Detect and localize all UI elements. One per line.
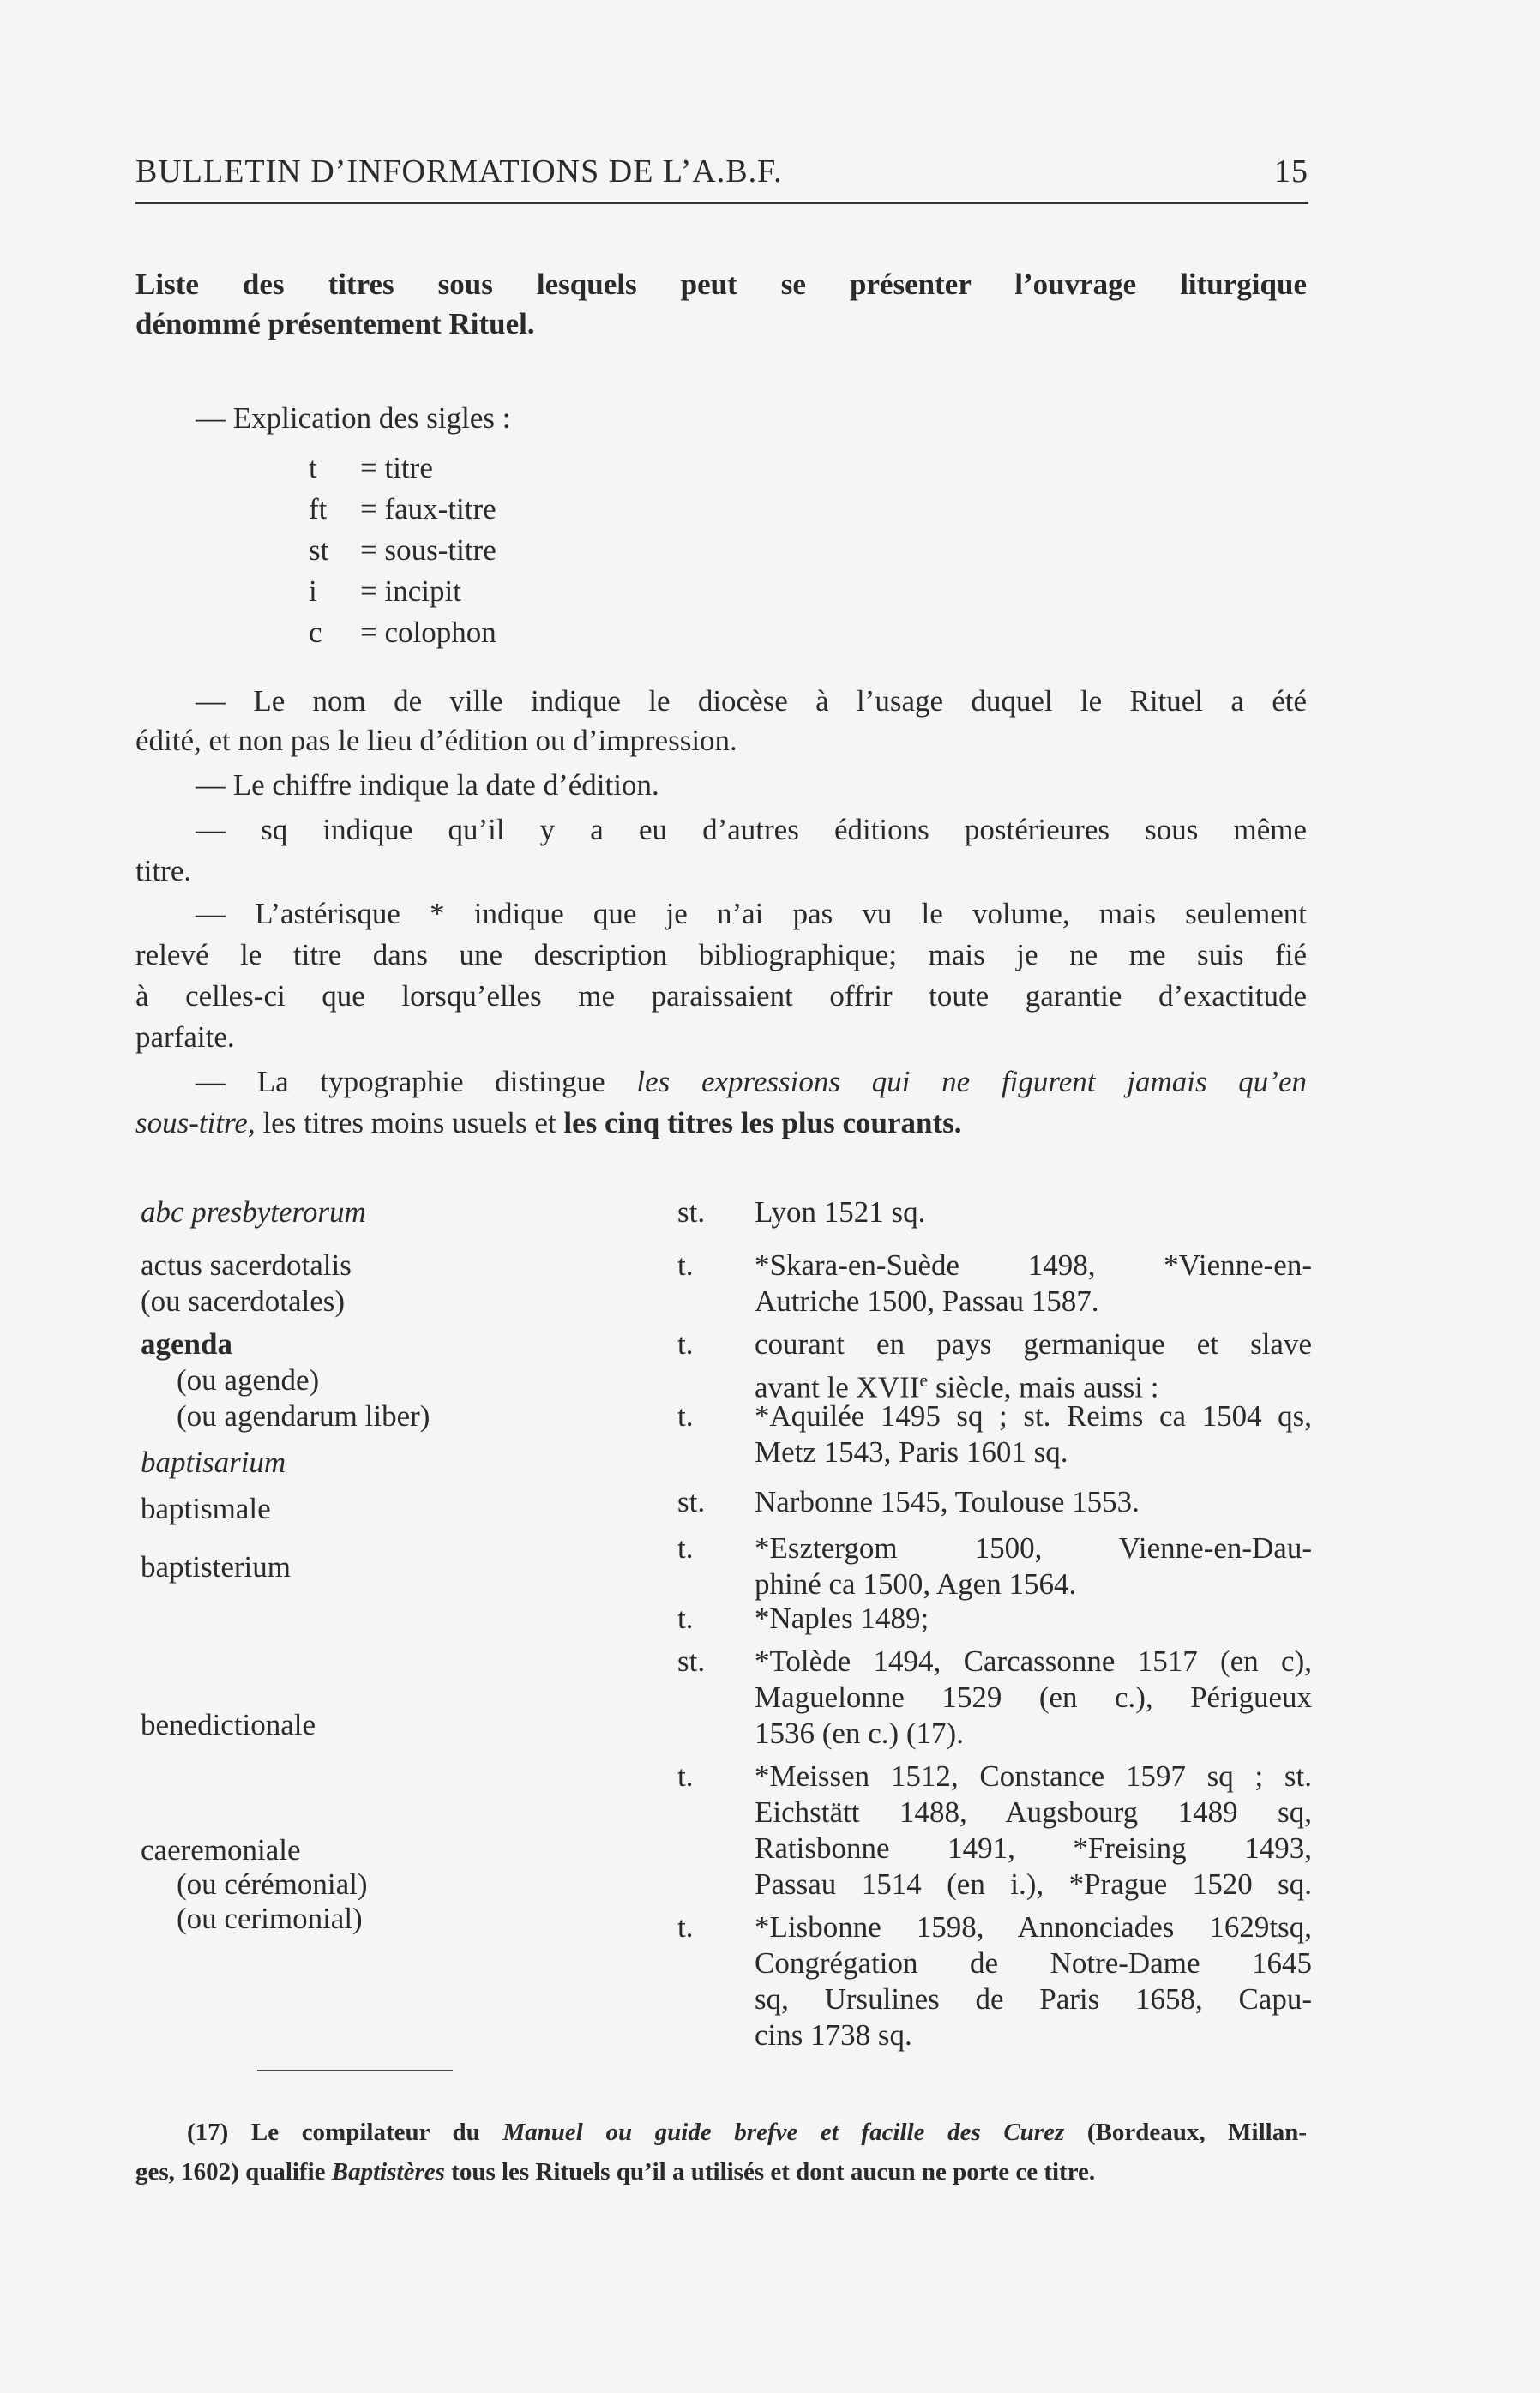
italic-run: sous-titre,: [135, 1106, 256, 1139]
paragraph-typographie-cont: [135, 1104, 961, 1142]
sigle-abbr: ft: [309, 492, 328, 526]
sigle-abbr: st: [309, 533, 329, 567]
italic-run: Baptistères: [331, 2158, 445, 2186]
paragraph-asterisque: — L’astérisque * indique que je n’ai pas vu le volume, mais seulement: [196, 897, 1307, 930]
entry-term: agenda: [141, 1327, 232, 1361]
text-run: ges, 1602) qualifie: [135, 2158, 332, 2186]
footnote-line-1: [187, 2114, 1307, 2150]
superscript: e: [919, 1369, 929, 1391]
entry-term-variant: (ou sacerdotales): [141, 1284, 346, 1318]
sigle-meaning: = titre: [360, 451, 433, 484]
sigle-abbr: t: [309, 451, 317, 484]
page-number: 15: [1274, 153, 1308, 189]
entry-term-variant: (ou cérémonial): [177, 1867, 368, 1901]
text-run: (Bordeaux, Millan-: [1064, 2119, 1307, 2146]
entry-term: baptisterium: [141, 1550, 291, 1584]
entry-note: Congrégation de Notre-Dame 1645: [755, 1946, 1312, 1980]
sigle-meaning: = incipit: [360, 574, 461, 608]
entry-note: *Skara-en-Suède 1498, *Vienne-en-: [755, 1248, 1312, 1282]
entry-type: t.: [677, 1602, 694, 1635]
entry-note: Eichstätt 1488, Augsbourg 1489 sq,: [755, 1795, 1312, 1829]
paragraph-chiffre: — Le chiffre indique la date d’édition.: [196, 768, 659, 802]
text-run: avant le XVII: [755, 1370, 920, 1404]
bold-run: les cinq titres les plus courants.: [563, 1106, 962, 1139]
sigle-meaning: = sous-titre: [360, 533, 496, 567]
entry-note: *Aquilée 1495 sq ; st. Reims ca 1504 qs,: [755, 1399, 1312, 1433]
entry-type: t.: [677, 1327, 694, 1361]
italic-run: les expressions qui ne figurent jamais qu’en: [636, 1065, 1307, 1098]
entry-type: t.: [677, 1910, 694, 1944]
footnote-rule: [257, 2070, 453, 2071]
entry-note: *Naples 1489;: [755, 1602, 929, 1635]
entry-note: Passau 1514 (en i.), *Prague 1520 sq.: [755, 1867, 1312, 1901]
entry-term: benedictionale: [141, 1708, 316, 1741]
entry-note: Autriche 1500, Passau 1587.: [755, 1284, 1099, 1318]
entry-note: Metz 1543, Paris 1601 sq.: [755, 1435, 1068, 1469]
entry-note: Lyon 1521 sq.: [755, 1195, 926, 1229]
italic-run: Manuel ou guide brefve et facille des Curez: [502, 2119, 1065, 2146]
entry-note: 1536 (en c.) (17).: [755, 1717, 964, 1750]
sigles-intro: — Explication des sigles :: [196, 401, 511, 435]
entry-type: t.: [677, 1759, 694, 1793]
running-header: [135, 153, 1308, 204]
entry-note: *Tolède 1494, Carcassonne 1517 (en c),: [755, 1644, 1312, 1678]
paragraph-ville-cont: édité, et non pas le lieu d’édition ou d’impression.: [135, 724, 737, 757]
entry-note: *Esztergom 1500, Vienne-en-Dau-: [755, 1531, 1312, 1565]
entry-term-variant: (ou agendarum liber): [177, 1399, 430, 1433]
entry-note: *Meissen 1512, Constance 1597 sq ; st.: [755, 1759, 1312, 1793]
text-run: les titres moins usuels et: [255, 1106, 564, 1139]
entry-note: Maguelonne 1529 (en c.), Périgueux: [755, 1681, 1312, 1714]
paragraph-sq: — sq indique qu’il y a eu d’autres éditions postérieures sous même: [196, 813, 1307, 846]
paragraph-ville: — Le nom de ville indique le diocèse à l’usage duquel le Rituel a été: [196, 684, 1307, 718]
entry-note: cins 1738 sq.: [755, 2018, 912, 2052]
text-run: — La typographie distingue: [196, 1065, 637, 1098]
footnote-line-2: [135, 2154, 1307, 2190]
list-heading-line-2: dénommé présentement Rituel.: [135, 307, 535, 340]
entry-term-variant: (ou cerimonial): [177, 1902, 363, 1935]
text-run: (17) Le compilateur du: [187, 2119, 503, 2146]
entry-note: Ratisbonne 1491, *Freising 1493,: [755, 1831, 1312, 1865]
entry-term: actus sacerdotalis: [141, 1248, 352, 1282]
entry-type: t.: [677, 1399, 694, 1433]
entry-note: *Lisbonne 1598, Annonciades 1629tsq,: [755, 1910, 1312, 1944]
entry-term: baptismale: [141, 1492, 271, 1525]
list-heading-line-1: Liste des titres sous lesquels peut se présenter l’ouvrage liturgique: [135, 268, 1307, 301]
entry-term: caeremoniale: [141, 1833, 301, 1867]
paragraph-sq-cont: titre.: [135, 854, 192, 887]
entry-type: st.: [677, 1485, 706, 1518]
entry-note: courant en pays germanique et slave: [755, 1327, 1312, 1361]
entry-type: st.: [677, 1195, 706, 1229]
sigle-abbr: c: [309, 616, 322, 649]
sigle-meaning: = faux-titre: [360, 492, 496, 526]
sigle-abbr: i: [309, 574, 317, 608]
paragraph-asterisque-cont: à celles-ci que lorsqu’elles me paraissaient offrir toute garantie d’exactitude: [135, 979, 1307, 1013]
sigle-meaning: = colophon: [360, 616, 496, 649]
entry-term: abc presbyterorum: [141, 1195, 366, 1229]
entry-type: t.: [677, 1248, 694, 1282]
header-rule: [135, 202, 1308, 204]
entry-type: t.: [677, 1531, 694, 1565]
paragraph-asterisque-cont: parfaite.: [135, 1020, 235, 1054]
entry-note: phiné ca 1500, Agen 1564.: [755, 1567, 1077, 1601]
entry-note: sq, Ursulines de Paris 1658, Capu-: [755, 1982, 1312, 2016]
entry-note: Narbonne 1545, Toulouse 1553.: [755, 1485, 1140, 1518]
text-run: siècle, mais aussi :: [928, 1370, 1159, 1404]
text-run: tous les Rituels qu’il a utilisés et dont aucun ne porte ce titre.: [444, 2158, 1096, 2186]
entry-term-variant: (ou agende): [177, 1363, 320, 1397]
entry-term: baptisarium: [141, 1446, 286, 1479]
journal-title: BULLETIN D’INFORMATIONS DE L’A.B.F.: [135, 153, 783, 189]
paragraph-asterisque-cont: relevé le titre dans une description bibliographique; mais je ne me suis fié: [135, 938, 1307, 971]
paragraph-typographie: [196, 1063, 1307, 1101]
entry-type: st.: [677, 1644, 706, 1678]
